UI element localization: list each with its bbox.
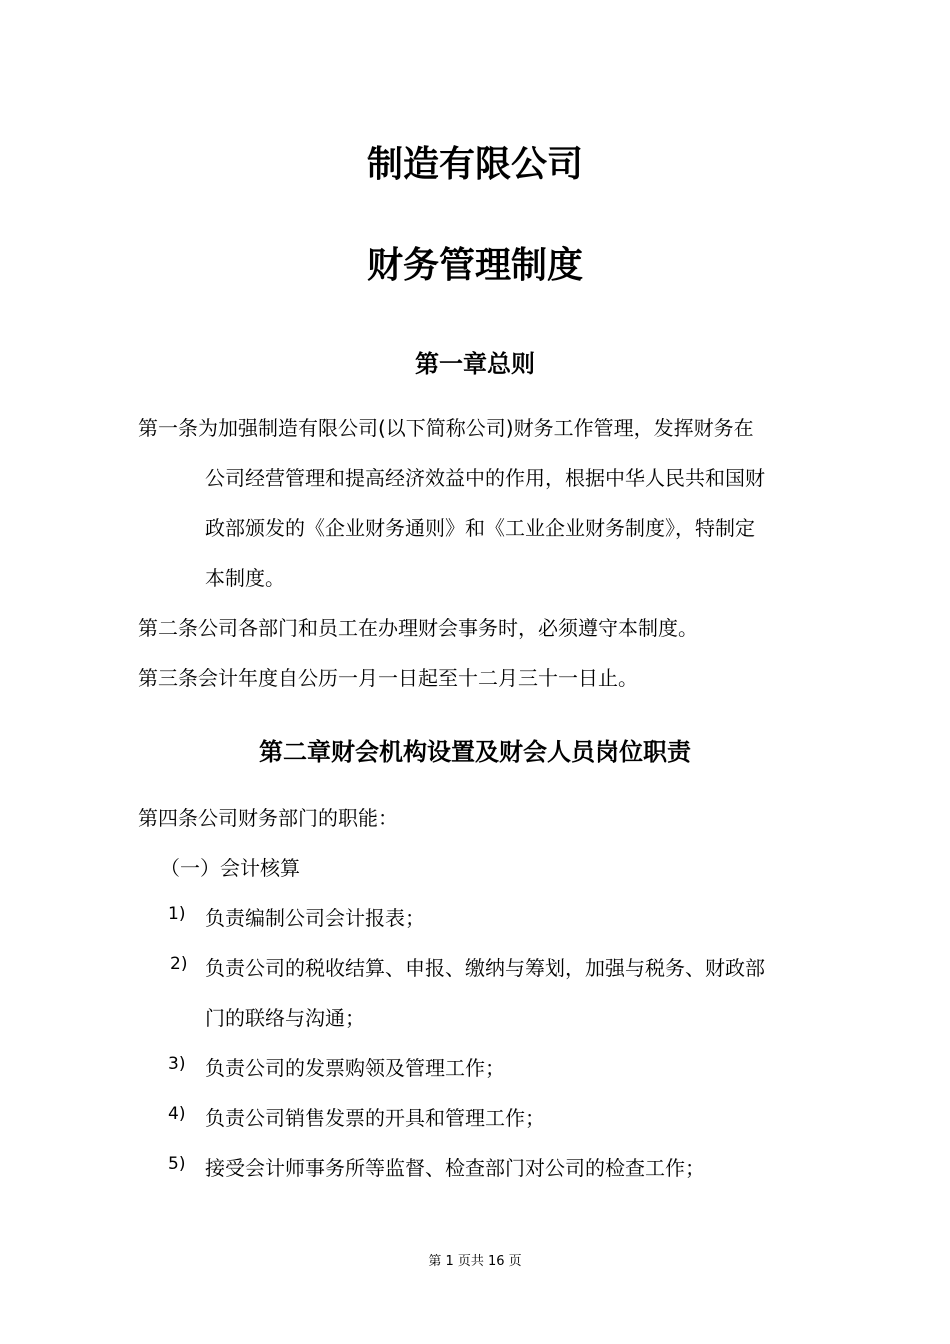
- subsection-accounting: （一）会计核算: [160, 856, 300, 880]
- page-footer: 第 1 页共 16 页: [428, 1254, 522, 1269]
- chapter2-heading: 第二章财会机构设置及财会人员岗位职责: [259, 738, 691, 766]
- list-item-text: 负责编制公司会计报表；: [205, 906, 425, 930]
- list-item-text: 负责公司的税收结算、申报、缴纳与筹划，加强与税务、财政部: [205, 956, 765, 980]
- list-item-number: 1): [168, 904, 186, 924]
- list-item-text: 接受会计师事务所等监督、检查部门对公司的检查工作；: [205, 1156, 705, 1180]
- article2: 第二条公司各部门和员工在办理财会事务时，必须遵守本制度。: [138, 616, 698, 640]
- list-item-text-continued: 门的联络与沟通；: [205, 1006, 365, 1030]
- article1-line4: 本制度。: [205, 566, 285, 590]
- document-title-line2: 财务管理制度: [366, 245, 583, 286]
- article3: 第三条会计年度自公历一月一日起至十二月三十一日止。: [138, 666, 638, 690]
- list-item-number: 5): [168, 1154, 186, 1174]
- list-item-number: 2): [170, 954, 188, 974]
- article1-line2: 公司经营管理和提高经济效益中的作用，根据中华人民共和国财: [205, 466, 765, 490]
- article1-line3: 政部颁发的《企业财务通则》和《工业企业财务制度》，特制定: [205, 516, 755, 540]
- article4: 第四条公司财务部门的职能：: [138, 806, 398, 830]
- list-item-text: 负责公司的发票购领及管理工作；: [205, 1056, 505, 1080]
- article1-line1: 第一条为加强制造有限公司(以下简称公司)财务工作管理，发挥财务在: [138, 416, 754, 440]
- list-item-number: 3): [168, 1054, 186, 1074]
- document-title-line1: 制造有限公司: [366, 144, 583, 185]
- list-item-text: 负责公司销售发票的开具和管理工作；: [205, 1106, 545, 1130]
- chapter1-heading: 第一章总则: [415, 350, 535, 378]
- list-item-number: 4): [168, 1104, 186, 1124]
